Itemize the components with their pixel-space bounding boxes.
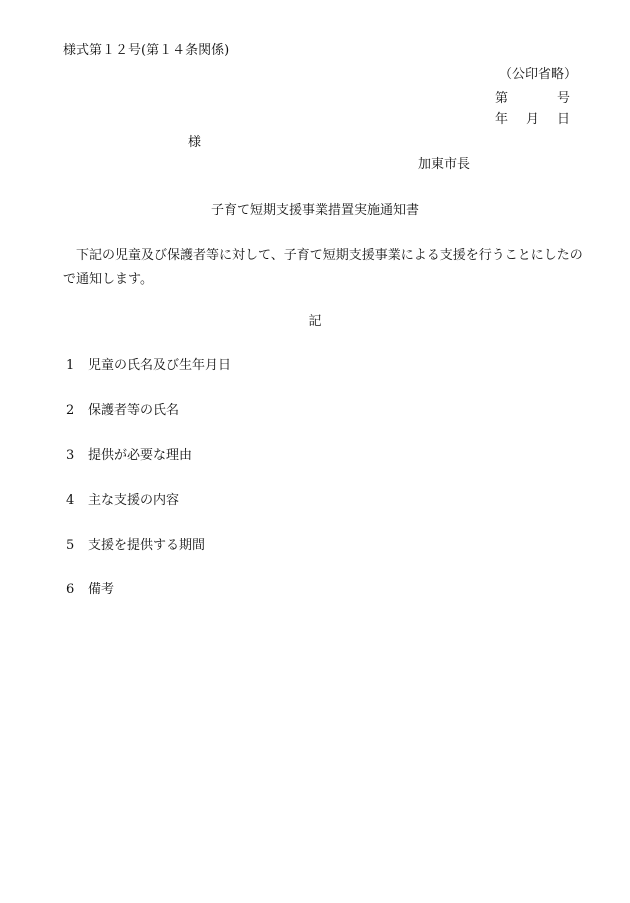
item-label: 主な支援の内容: [88, 493, 180, 508]
list-item: [66, 448, 192, 464]
list-item: [66, 358, 231, 374]
item-number: 1: [66, 358, 75, 373]
list-item: [66, 493, 179, 509]
document-title: 子育て短期支援事業措置実施通知書: [210, 203, 419, 218]
item-number: 3: [66, 448, 75, 463]
date-day-label: 日: [557, 112, 571, 127]
body-text: 下記の児童及び保護者等に対して、子育て短期支援事業による支援を行うことにしたので通知します。: [63, 248, 583, 287]
item-number: 2: [66, 403, 75, 418]
item-number: 5: [66, 538, 75, 553]
doc-number-prefix: 第: [495, 91, 509, 106]
issuer-name: 加東市長: [418, 157, 471, 172]
recipient-honorific: 様: [188, 135, 202, 150]
item-number: 4: [66, 493, 75, 508]
item-label: 備考: [88, 582, 115, 597]
item-label: 提供が必要な理由: [88, 448, 193, 463]
form-number: 様式第１２号(第１４条関係): [63, 43, 230, 58]
item-label: 保護者等の氏名: [88, 403, 180, 418]
item-number: 6: [66, 582, 75, 597]
doc-number-suffix: 号: [557, 91, 571, 106]
ki-heading: 記: [308, 314, 322, 329]
list-item: [66, 403, 179, 419]
list-item: [66, 582, 114, 598]
seal-omitted-note: （公印省略）: [499, 67, 578, 82]
list-item: [66, 538, 205, 554]
date-month-label: 月: [526, 112, 540, 127]
date-year-label: 年: [495, 112, 509, 127]
item-label: 支援を提供する期間: [88, 538, 206, 553]
item-label: 児童の氏名及び生年月日: [88, 358, 232, 373]
